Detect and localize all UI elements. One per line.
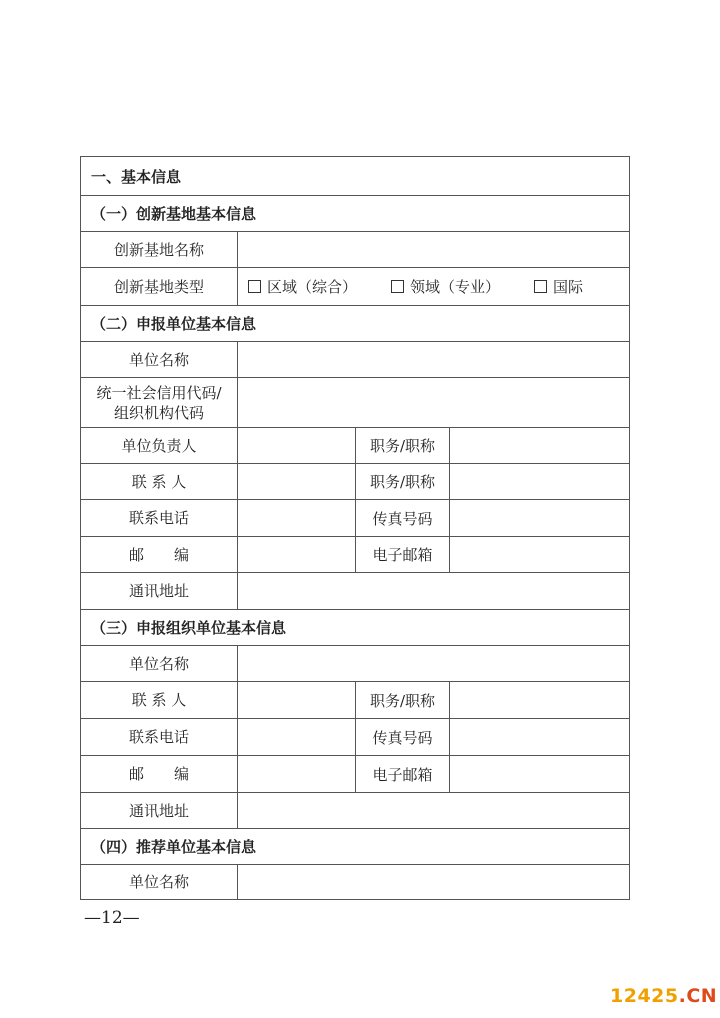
postcode-field[interactable] <box>237 537 355 572</box>
type-option-international[interactable] <box>534 276 583 297</box>
fax-field[interactable] <box>449 719 629 755</box>
watermark-number: 12425 <box>610 985 679 1007</box>
base-name-field[interactable] <box>237 232 629 267</box>
subsection-1-title: （一）创新基地基本信息 <box>91 205 257 223</box>
unit-name-field[interactable] <box>237 865 629 899</box>
fax-label: 传真号码 <box>355 500 449 536</box>
page-number: —12— <box>84 908 140 928</box>
contact-label: 联 系 人 <box>131 691 187 709</box>
address-row <box>81 572 629 609</box>
address-label: 通讯地址 <box>128 582 189 600</box>
credit-code-label-line2: 组织机构代码 <box>113 403 204 422</box>
credit-code-field[interactable] <box>237 378 629 427</box>
fax-label: 传真号码 <box>355 719 449 755</box>
postcode-row <box>81 536 629 572</box>
email-field[interactable] <box>449 537 629 572</box>
base-name-label: 创新基地名称 <box>113 240 204 259</box>
contact-title-field[interactable] <box>449 464 629 499</box>
phone-row <box>81 499 629 536</box>
leader-title-field[interactable] <box>449 428 629 463</box>
subsection-2-row <box>81 305 629 341</box>
email-field[interactable] <box>449 756 629 792</box>
type-option-regional[interactable] <box>248 276 357 297</box>
email-label: 电子邮箱 <box>355 537 449 572</box>
base-name-row <box>81 231 629 267</box>
subsection-2-title: （二）申报单位基本信息 <box>91 315 257 333</box>
contact-label: 联 系 人 <box>131 472 187 491</box>
fax-field[interactable] <box>449 500 629 536</box>
postcode-field[interactable] <box>237 756 355 792</box>
checkbox-icon[interactable] <box>391 280 404 293</box>
address-field[interactable] <box>237 573 629 609</box>
postcode-label: 邮 编 <box>128 765 189 783</box>
base-type-label: 创新基地类型 <box>113 277 204 296</box>
unit-name-field[interactable] <box>237 342 629 377</box>
section-title: 一、基本信息 <box>91 167 182 186</box>
section-basic-info-row <box>81 157 629 195</box>
unit-name-label: 单位名称 <box>128 873 189 891</box>
type-option-label: 区域（综合） <box>267 278 358 296</box>
contact-field[interactable] <box>237 464 355 499</box>
contact-title-label: 职务/职称 <box>355 464 449 499</box>
phone-field[interactable] <box>237 719 355 755</box>
org-phone-row <box>81 718 629 755</box>
unit-name-label: 单位名称 <box>128 654 189 673</box>
postcode-label: 邮 编 <box>128 545 189 564</box>
org-postcode-row <box>81 755 629 792</box>
contact-row <box>81 463 629 499</box>
leader-field[interactable] <box>237 428 355 463</box>
applicant-unit-name-row <box>81 341 629 377</box>
type-option-label: 领域（专业） <box>410 278 501 296</box>
org-contact-row <box>81 681 629 718</box>
recommender-unit-name-row <box>81 864 629 899</box>
org-unit-name-row <box>81 645 629 681</box>
contact-title-field[interactable] <box>449 682 629 718</box>
leader-row <box>81 427 629 463</box>
credit-code-row <box>81 377 629 427</box>
contact-title-label: 职务/职称 <box>355 682 449 718</box>
subsection-3-title: （三）申报组织单位基本信息 <box>91 619 287 637</box>
phone-label: 联系电话 <box>128 509 189 527</box>
credit-code-label <box>81 378 237 427</box>
unit-name-label: 单位名称 <box>128 350 189 369</box>
address-label: 通讯地址 <box>128 801 189 820</box>
leader-title-label: 职务/职称 <box>355 428 449 463</box>
subsection-4-title: （四）推荐单位基本信息 <box>91 838 257 856</box>
subsection-1-row <box>81 195 629 231</box>
org-address-row <box>81 792 629 828</box>
email-label: 电子邮箱 <box>355 756 449 792</box>
site-watermark <box>610 985 717 1007</box>
unit-name-field[interactable] <box>237 646 629 681</box>
credit-code-label-line1: 统一社会信用代码/ <box>96 383 222 402</box>
contact-field[interactable] <box>237 682 355 718</box>
watermark-domain: .CN <box>678 985 718 1007</box>
base-type-row <box>81 267 629 305</box>
basic-info-form <box>80 156 630 900</box>
base-type-options <box>237 268 629 305</box>
subsection-4-row <box>81 828 629 864</box>
address-field[interactable] <box>237 793 629 828</box>
type-option-field[interactable] <box>391 276 500 297</box>
phone-label: 联系电话 <box>128 728 189 746</box>
type-option-label: 国际 <box>553 278 584 296</box>
phone-field[interactable] <box>237 500 355 536</box>
checkbox-icon[interactable] <box>248 280 261 293</box>
checkbox-icon[interactable] <box>534 280 547 293</box>
leader-label: 单位负责人 <box>121 436 197 455</box>
subsection-3-row <box>81 609 629 645</box>
